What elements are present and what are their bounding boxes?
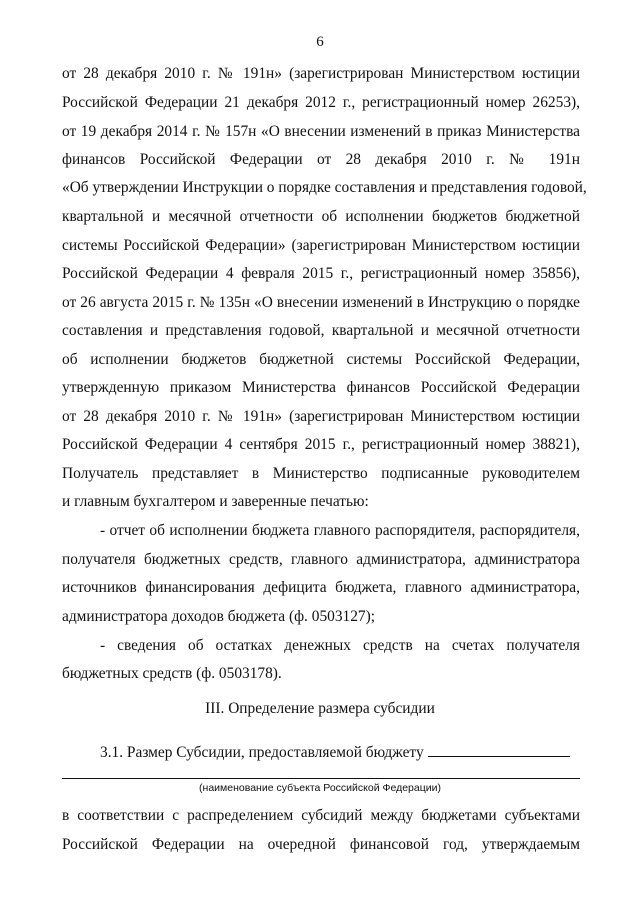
subject-name-blank[interactable] bbox=[428, 742, 570, 757]
paragraph-line: и главным бухгалтером и заверенные печатью: bbox=[62, 493, 369, 510]
subsidy-sentence: 3.1. Размер Субсидии, предоставляемой бюджету bbox=[100, 744, 424, 761]
tail-line: в соответствии с распределением субсидий между бюджетами субъектами bbox=[62, 807, 580, 824]
paragraph-line: финансов Российской Федерации от 28 декабря 2010 г. № 191н bbox=[62, 151, 580, 168]
paragraph-line: Российской Федерации 4 сентября 2015 г., регистрационный номер 38821), bbox=[62, 436, 580, 453]
paragraph-line: «Об утверждении Инструкции о порядке составления и представления годовой, bbox=[62, 179, 587, 196]
paragraph-line: Российской Федерации 4 февраля 2015 г., регистрационный номер 35856), bbox=[62, 265, 580, 282]
paragraph-line: от 19 декабря 2014 г. № 157н «О внесении изменений в приказ Министерства bbox=[62, 123, 580, 140]
section-heading: III. Определение размера субсидии bbox=[205, 700, 435, 717]
paragraph-line: системы Российской Федерации» (зарегистрирован Министерством юстиции bbox=[62, 237, 580, 254]
field-caption: (наименование субъекта Российской Федерации) bbox=[199, 782, 441, 794]
subsidy-sentence-row bbox=[100, 742, 570, 762]
tail-line: Российской Федерации на очередной финансовой год, утверждаемым bbox=[62, 836, 580, 853]
page-number: 6 bbox=[316, 34, 324, 50]
bullet-line: источников финансирования дефицита бюджета, главного администратора, bbox=[62, 579, 580, 596]
bullet-line: администратора доходов бюджета (ф. 0503127); bbox=[62, 608, 376, 625]
paragraph-line: от 28 декабря 2010 г. № 191н» (зарегистрирован Министерством юстиции bbox=[62, 65, 580, 82]
paragraph-line: составления и представления годовой, квартальной и месячной отчетности bbox=[62, 322, 580, 339]
subject-name-rule bbox=[62, 778, 580, 779]
bullet-line: - сведения об остатках денежных средств на счетах получателя bbox=[100, 637, 580, 654]
bullet-line: - отчет об исполнении бюджета главного распорядителя, распорядителя, bbox=[100, 522, 580, 539]
paragraph-line: от 26 августа 2015 г. № 135н «О внесении изменений в Инструкцию о порядке bbox=[62, 294, 580, 311]
paragraph-line: Российской Федерации 21 декабря 2012 г., регистрационный номер 26253), bbox=[62, 94, 580, 111]
paragraph-line: об исполнении бюджетов бюджетной системы Российской Федерации, bbox=[62, 351, 580, 368]
bullet-line: получателя бюджетных средств, главного администратора, администратора bbox=[62, 551, 580, 568]
paragraph-line: квартальной и месячной отчетности об исполнении бюджетов бюджетной bbox=[62, 208, 580, 225]
paragraph-line: Получатель представляет в Министерство подписанные руководителем bbox=[62, 465, 580, 482]
paragraph-line: от 28 декабря 2010 г. № 191н» (зарегистрирован Министерством юстиции bbox=[62, 408, 580, 425]
paragraph-line: утвержденную приказом Министерства финансов Российской Федерации bbox=[62, 379, 580, 396]
bullet-line: бюджетных средств (ф. 0503178). bbox=[62, 665, 282, 682]
